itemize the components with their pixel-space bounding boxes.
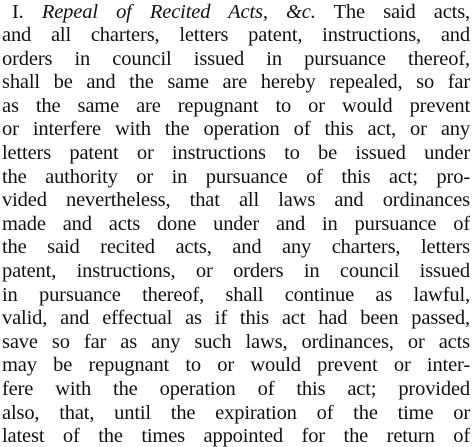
body-line: the authority or in pursuance of this act; pro- [2, 165, 470, 188]
body-line: and all charters, letters patent, instructions, and [2, 24, 470, 46]
body-line: orders in council issued in pursuance thereof, [2, 47, 470, 70]
body-line: The said acts, [333, 1, 470, 23]
body-line: as the same are repugnant to or would prevent [2, 94, 470, 117]
body-line: or interfere with the operation of this act, or any [2, 118, 470, 141]
section-heading: Repeal of Recited Acts, &c. [41, 1, 316, 23]
body-line: vided nevertheless, that all laws and ordinances [2, 189, 470, 212]
section-number: I. [12, 1, 24, 23]
body-line: shall be and the same are hereby repealed, so far [2, 71, 470, 94]
body-line: made and acts done under and in pursuance of [2, 212, 470, 235]
body-line: the said recited acts, and any charters, letters [2, 236, 470, 259]
body-line: letters patent or instructions to be issued under [2, 141, 470, 164]
body-line: also, that, until the expiration of the time or [2, 401, 470, 424]
body-line: save so far as any such laws, ordinances, or acts [2, 330, 470, 353]
body-line: patent, instructions, or orders in council issued [2, 259, 470, 282]
body-line: valid, and effectual as if this act had been passed, [2, 307, 470, 330]
section-first-line [2, 0, 470, 24]
body-line: in pursuance thereof, shall continue as lawful, [2, 283, 470, 306]
body-line: may be repugnant to or would prevent or inter- [2, 354, 470, 377]
body-line: fere with the operation of this act; provided [2, 377, 470, 400]
body-line: latest of the times appointed for the return of [2, 425, 470, 447]
